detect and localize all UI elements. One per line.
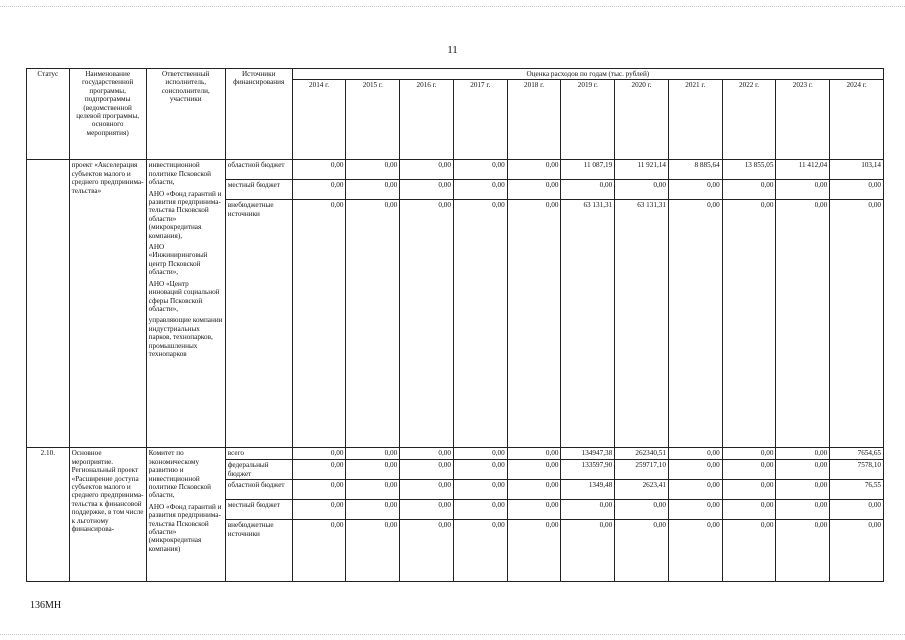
status-cell: 2.10. bbox=[27, 448, 70, 582]
value-cell: 0,00 bbox=[776, 448, 830, 460]
value-cell: 11 087,19 bbox=[561, 160, 615, 180]
value-cell: 0,00 bbox=[507, 520, 561, 582]
header-name: Наименование государственной программы, подпрограммы (ведомственной целевой программы, основного мероприятия) bbox=[69, 69, 146, 160]
value-cell: 0,00 bbox=[668, 520, 722, 582]
budget-table bbox=[26, 68, 884, 582]
table-body bbox=[27, 160, 884, 582]
value-cell: 0,00 bbox=[453, 448, 507, 460]
value-cell: 0,00 bbox=[668, 480, 722, 500]
responsible-entry: АНО «Фонд гарантий и развития предпринима-тельства Псковской области» (микрокредитная компания), bbox=[148, 189, 222, 240]
value-cell: 0,00 bbox=[400, 448, 454, 460]
header-year: 2014 г. bbox=[292, 80, 346, 160]
value-cell: 0,00 bbox=[722, 460, 776, 480]
value-cell: 0,00 bbox=[453, 160, 507, 180]
responsible-cell bbox=[146, 448, 225, 582]
value-cell: 0,00 bbox=[507, 500, 561, 520]
value-cell: 0,00 bbox=[830, 500, 884, 520]
source-cell: федеральный бюджет bbox=[225, 460, 292, 480]
value-cell: 259717,10 bbox=[615, 460, 669, 480]
value-cell: 0,00 bbox=[561, 520, 615, 582]
value-cell: 0,00 bbox=[776, 460, 830, 480]
header-costs: Оценка расходов по годам (тыс. рублей) bbox=[292, 69, 883, 80]
value-cell: 0,00 bbox=[453, 200, 507, 448]
value-cell: 0,00 bbox=[776, 200, 830, 448]
responsible-entry: АНО «Центр инноваций социальной сферы Псковской области», bbox=[148, 279, 220, 313]
value-cell: 0,00 bbox=[507, 480, 561, 500]
value-cell: 133597,90 bbox=[561, 460, 615, 480]
value-cell: 7654,65 bbox=[830, 448, 884, 460]
value-cell: 134947,38 bbox=[561, 448, 615, 460]
value-cell: 0,00 bbox=[722, 200, 776, 448]
value-cell: 0,00 bbox=[453, 480, 507, 500]
value-cell: 0,00 bbox=[346, 200, 400, 448]
value-cell: 0,00 bbox=[400, 160, 454, 180]
value-cell: 0,00 bbox=[830, 180, 884, 200]
value-cell: 0,00 bbox=[722, 520, 776, 582]
header-year: 2016 г. bbox=[400, 80, 454, 160]
header-year: 2023 г. bbox=[776, 80, 830, 160]
value-cell: 0,00 bbox=[722, 480, 776, 500]
responsible-entry: инвестиционной политике Псковской области, bbox=[148, 161, 211, 187]
responsible-entry: АНО «Инжиниринговый центр Псковской области», bbox=[148, 243, 208, 277]
status-cell bbox=[27, 160, 70, 448]
header-sources: Источники финансирования bbox=[225, 69, 292, 160]
value-cell: 0,00 bbox=[507, 448, 561, 460]
value-cell: 0,00 bbox=[346, 180, 400, 200]
value-cell: 0,00 bbox=[292, 460, 346, 480]
value-cell: 0,00 bbox=[400, 480, 454, 500]
value-cell: 0,00 bbox=[507, 160, 561, 180]
header-status: Статус bbox=[27, 69, 70, 160]
value-cell: 0,00 bbox=[292, 520, 346, 582]
value-cell: 0,00 bbox=[292, 200, 346, 448]
name-cell: проект «Акселерация субъектов малого и среднего предпринима-тельства» bbox=[69, 160, 146, 448]
value-cell: 0,00 bbox=[453, 180, 507, 200]
value-cell: 0,00 bbox=[346, 480, 400, 500]
value-cell: 0,00 bbox=[400, 180, 454, 200]
value-cell: 0,00 bbox=[507, 180, 561, 200]
source-cell: областной бюджет bbox=[225, 480, 292, 500]
value-cell: 0,00 bbox=[400, 460, 454, 480]
value-cell: 0,00 bbox=[615, 180, 669, 200]
responsible-entry: Комитет по экономическому развитию и инвестиционной политике Псковской области, bbox=[148, 449, 211, 500]
header-year: 2021 г. bbox=[668, 80, 722, 160]
value-cell: 0,00 bbox=[507, 200, 561, 448]
value-cell: 0,00 bbox=[507, 460, 561, 480]
value-cell: 0,00 bbox=[292, 448, 346, 460]
header-year: 2019 г. bbox=[561, 80, 615, 160]
value-cell: 0,00 bbox=[668, 200, 722, 448]
value-cell: 0,00 bbox=[776, 520, 830, 582]
header-responsible: Ответственный исполнитель, соисполнители, участники bbox=[146, 69, 225, 160]
value-cell: 262340,51 bbox=[615, 448, 669, 460]
value-cell: 0,00 bbox=[722, 500, 776, 520]
value-cell: 0,00 bbox=[561, 500, 615, 520]
source-cell: местный бюджет bbox=[225, 180, 292, 200]
responsible-cell bbox=[146, 160, 225, 448]
value-cell: 0,00 bbox=[776, 500, 830, 520]
value-cell: 76,55 bbox=[830, 480, 884, 500]
value-cell: 103,14 bbox=[830, 160, 884, 180]
header-year: 2020 г. bbox=[615, 80, 669, 160]
value-cell: 0,00 bbox=[668, 448, 722, 460]
table-row bbox=[27, 448, 884, 460]
value-cell: 0,00 bbox=[615, 500, 669, 520]
value-cell: 63 131,31 bbox=[615, 200, 669, 448]
value-cell: 2623,41 bbox=[615, 480, 669, 500]
value-cell: 0,00 bbox=[668, 460, 722, 480]
value-cell: 0,00 bbox=[400, 200, 454, 448]
value-cell: 0,00 bbox=[292, 480, 346, 500]
value-cell: 0,00 bbox=[830, 200, 884, 448]
value-cell: 0,00 bbox=[346, 500, 400, 520]
source-cell: местный бюджет bbox=[225, 500, 292, 520]
footer-code: 136МН bbox=[30, 600, 62, 611]
scan-artifact-bottom bbox=[0, 634, 905, 635]
value-cell: 63 131,31 bbox=[561, 200, 615, 448]
name-cell: Основное мероприятие. Региональный проект «Расширение доступа субъектов малого и среднего предпринима-тельства к финансовой поддержке, в том числе к льготному финансирова- bbox=[69, 448, 146, 582]
responsible-entry: АНО «Фонд гарантий и развития предпринима-тельства Псковской области» (микрокредитная компания) bbox=[148, 502, 222, 553]
value-cell: 0,00 bbox=[722, 180, 776, 200]
header-year: 2018 г. bbox=[507, 80, 561, 160]
value-cell: 0,00 bbox=[615, 520, 669, 582]
value-cell: 0,00 bbox=[346, 460, 400, 480]
value-cell: 11 921,14 bbox=[615, 160, 669, 180]
source-cell: областной бюджет bbox=[225, 160, 292, 180]
header-year: 2017 г. bbox=[453, 80, 507, 160]
value-cell: 0,00 bbox=[830, 520, 884, 582]
value-cell: 0,00 bbox=[346, 448, 400, 460]
table-row bbox=[27, 160, 884, 180]
value-cell: 0,00 bbox=[668, 180, 722, 200]
value-cell: 0,00 bbox=[453, 460, 507, 480]
value-cell: 0,00 bbox=[400, 500, 454, 520]
source-cell: внебюджетные источники bbox=[225, 520, 292, 582]
scan-artifact-top bbox=[0, 6, 905, 7]
value-cell: 0,00 bbox=[292, 160, 346, 180]
responsible-entry: управляющие компании индустриальных парков, технопарков, промышленных технопарков bbox=[148, 316, 223, 358]
header-year: 2022 г. bbox=[722, 80, 776, 160]
value-cell: 0,00 bbox=[668, 500, 722, 520]
value-cell: 13 855,05 bbox=[722, 160, 776, 180]
source-cell: внебюджетные источники bbox=[225, 200, 292, 448]
header-year: 2015 г. bbox=[346, 80, 400, 160]
value-cell: 0,00 bbox=[776, 480, 830, 500]
value-cell: 1349,48 bbox=[561, 480, 615, 500]
value-cell: 0,00 bbox=[292, 500, 346, 520]
value-cell: 0,00 bbox=[346, 160, 400, 180]
value-cell: 8 885,64 bbox=[668, 160, 722, 180]
value-cell: 0,00 bbox=[400, 520, 454, 582]
header-row-1 bbox=[27, 69, 884, 80]
value-cell: 7578,10 bbox=[830, 460, 884, 480]
value-cell: 0,00 bbox=[453, 500, 507, 520]
page-number: 11 bbox=[447, 44, 458, 56]
value-cell: 0,00 bbox=[453, 520, 507, 582]
value-cell: 0,00 bbox=[561, 180, 615, 200]
value-cell: 0,00 bbox=[346, 520, 400, 582]
value-cell: 0,00 bbox=[722, 448, 776, 460]
value-cell: 0,00 bbox=[292, 180, 346, 200]
value-cell: 0,00 bbox=[776, 180, 830, 200]
value-cell: 11 412,04 bbox=[776, 160, 830, 180]
source-cell: всего bbox=[225, 448, 292, 460]
header-year: 2024 г. bbox=[830, 80, 884, 160]
